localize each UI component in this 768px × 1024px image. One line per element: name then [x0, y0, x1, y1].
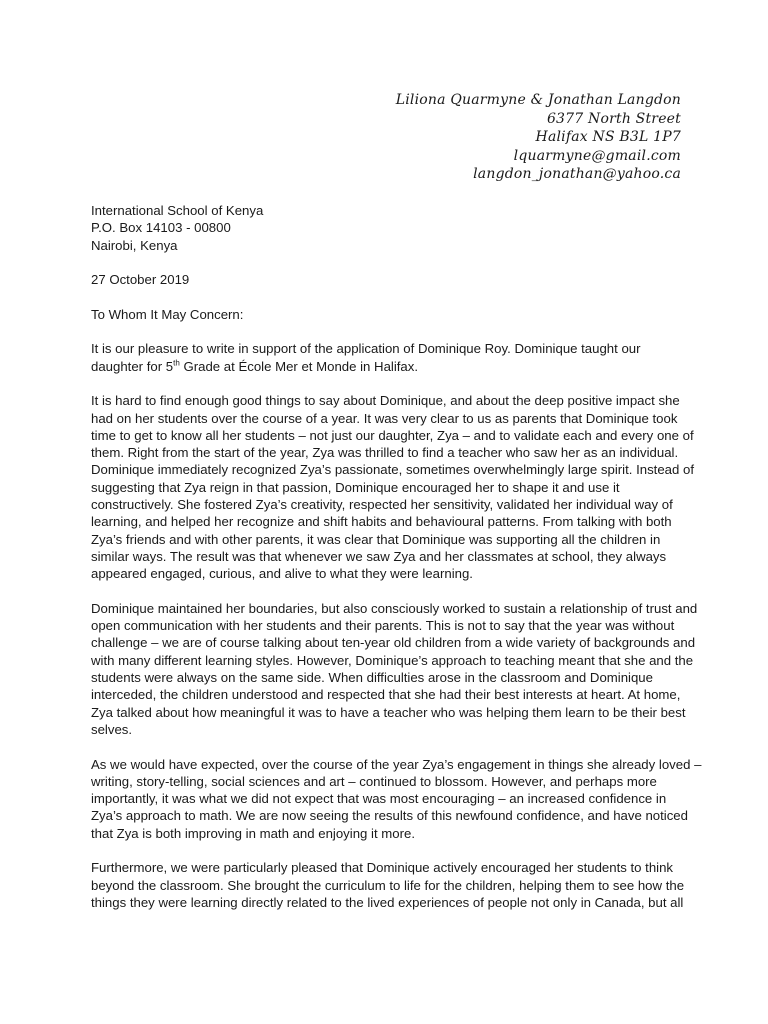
text-line: beyond the classroom. She brought the curriculum to life for the children, helping them to see how the	[91, 877, 685, 893]
salutation: To Whom It May Concern:	[91, 306, 244, 322]
letter-date: 27 October 2019	[91, 272, 190, 288]
text-line: time to get to know all her students – not just our daughter, Zya – and to validate each and every one of	[91, 427, 694, 443]
letter-body	[91, 202, 702, 928]
sender-names: Liliona Quarmyne & Jonathan Langdon	[395, 92, 681, 108]
text-line: It is hard to find enough good things to say about Dominique, and about the deep positive impact she	[91, 393, 680, 409]
paragraph-4	[91, 756, 702, 842]
text-line: Zya’s friends and with other parents, it was clear that Dominique was supporting all the children in	[91, 531, 661, 547]
ordinal-superscript: th	[173, 358, 180, 368]
text-line: It is our pleasure to write in support of the application of Dominique Roy. Dominique taught our	[91, 341, 641, 357]
text-line: suggesting that Zya reign in that passion, Dominique encouraged her to shape it and use it	[91, 479, 620, 495]
text-line: writing, story-telling, social sciences and art – continued to blossom. However, and perhaps more	[91, 773, 657, 789]
text-line: Zya’s approach to math. We are now seeing the results of this newfound confidence, and have noticed	[91, 808, 688, 824]
text-line: with many different learning styles. However, Dominique’s approach to teaching meant that she and the	[91, 652, 694, 668]
text-line: Furthermore, we were particularly pleased that Dominique actively encouraged her students to think	[91, 860, 674, 876]
text-line: similar ways. The result was that whenever we saw Zya and her classmates at school, they always	[91, 548, 667, 564]
sender-city: Halifax NS B3L 1P7	[535, 129, 681, 146]
text-line: appeared engaged, curious, and alive to what they were learning.	[91, 566, 473, 582]
text-line: learning, and helped her recognize and shift habits and behavioural patterns. From talking with both	[91, 514, 672, 530]
text-line: challenge – we are of course talking about ten-year old children from a wide variety of backgrounds and	[91, 635, 696, 651]
text-line: Dominique immediately recognized Zya’s passionate, sometimes overwhelmingly large spirit. Instead of	[91, 462, 694, 478]
paragraph-5	[91, 859, 691, 911]
sender-address-block	[396, 91, 681, 184]
text-line: interceded, the children understood and respected that she had their best interests at heart. At home,	[91, 687, 681, 703]
paragraph-2	[91, 392, 694, 582]
recipient-city: Nairobi, Kenya	[91, 237, 178, 253]
text-line: daughter for 5th Grade at École Mer et Monde in Halifax.	[91, 358, 419, 374]
text-line: them. Right from the start of the year, Zya was thrilled to find a teacher who saw her as an individual.	[91, 445, 679, 461]
text-line: open communication with her students and their parents. This is not to say that the year was without	[91, 618, 675, 634]
text-line: Dominique maintained her boundaries, but also consciously worked to sustain a relationship of trust and	[91, 600, 698, 616]
text-line: Zya talked about how meaningful it was to have a teacher who was helping them learn to be their best	[91, 704, 686, 720]
sender-street: 6377 North Street	[546, 110, 681, 127]
recipient-address-block	[91, 202, 691, 254]
text-line: selves.	[91, 721, 133, 737]
text-line: constructively. She fostered Zya’s creativity, respected her sensitivity, validated her individual way of	[91, 497, 673, 513]
recipient-po-box: P.O. Box 14103 - 00800	[91, 220, 231, 236]
paragraph-3	[91, 600, 698, 738]
recipient-name: International School of Kenya	[91, 203, 264, 218]
text-line: things they were learning directly related to the lived experiences of people not only in Canada, but all	[91, 894, 684, 910]
paragraph-1	[91, 340, 691, 375]
sender-email-1: lquarmyne@gmail.com	[513, 147, 681, 164]
text-line: had on her students over the course of a year. It was very clear to us as parents that Dominique took	[91, 410, 678, 426]
text-line: that Zya is both improving in math and enjoying it more.	[91, 825, 415, 841]
text-line: As we would have expected, over the course of the year Zya’s engagement in things she already loved –	[91, 756, 702, 772]
text-line: importantly, it was what we did not expect that was most encouraging – an increased confidence in	[91, 791, 667, 807]
sender-email-2: langdon_jonathan@yahoo.ca	[473, 166, 681, 183]
text-line: students were always on the same side. When difficulties arose in the classroom and Dominique	[91, 670, 653, 686]
